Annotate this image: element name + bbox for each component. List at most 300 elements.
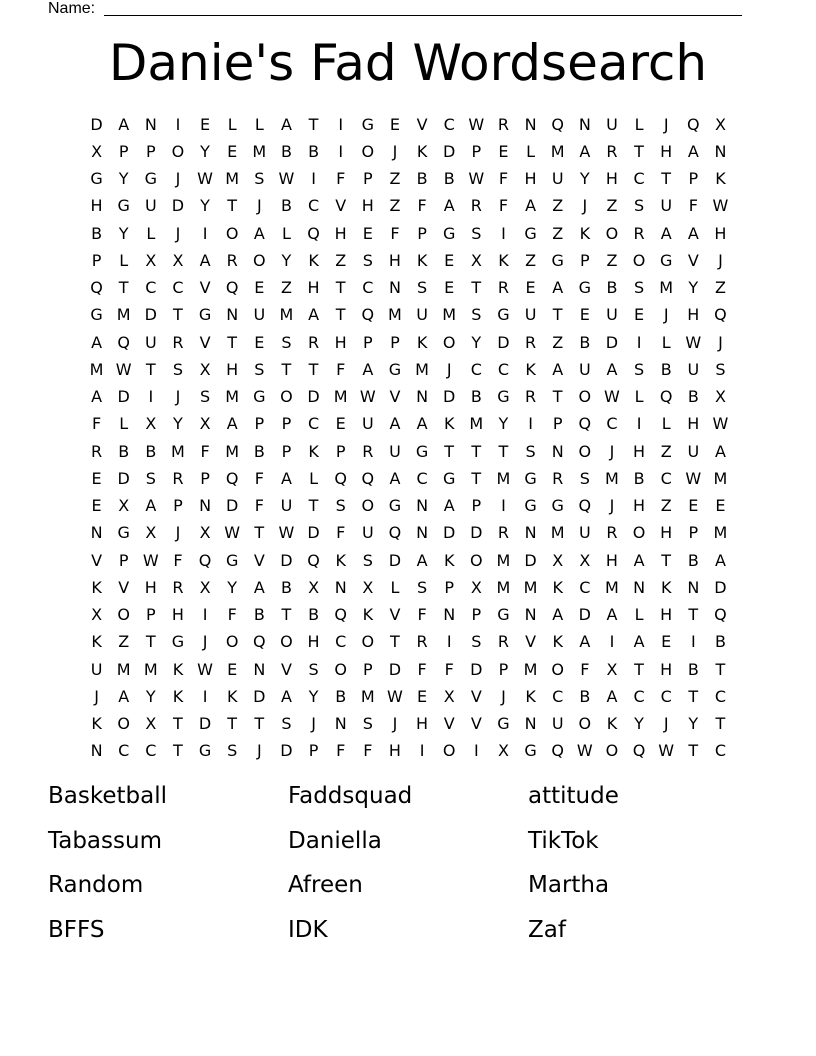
grid-letter: T xyxy=(308,359,319,379)
grid-letter: T xyxy=(715,659,726,679)
grid-letter: A xyxy=(552,359,564,379)
grid-letter: S xyxy=(525,441,536,461)
grid-letter: P xyxy=(200,468,210,488)
grid-letter: C xyxy=(606,414,618,434)
grid-letter: B xyxy=(308,141,320,161)
grid-letter: D xyxy=(226,496,239,516)
grid-letter: G xyxy=(90,169,103,189)
grid-letter: T xyxy=(661,169,672,189)
grid-letter: J xyxy=(609,441,615,461)
grid-letter: B xyxy=(416,169,428,189)
grid-letter: C xyxy=(714,741,727,761)
grid-letter: M xyxy=(360,686,375,706)
grid-letter: J xyxy=(175,523,181,543)
grid-letter: R xyxy=(172,468,184,488)
grid-letter: K xyxy=(715,169,726,189)
grid-letter: C xyxy=(307,196,320,216)
grid-letter: N xyxy=(714,141,727,161)
grid-letter: W xyxy=(278,169,295,189)
grid-letter: P xyxy=(552,414,563,434)
grid-letter: F xyxy=(336,741,346,761)
grid-letter: K xyxy=(308,250,319,270)
grid-letter: H xyxy=(660,605,673,625)
word-list-item: Basketball xyxy=(48,783,167,809)
grid-letter: X xyxy=(579,550,591,570)
grid-letter: U xyxy=(416,305,428,325)
grid-letter: F xyxy=(417,196,427,216)
grid-letter: N xyxy=(416,387,429,407)
grid-letter: I xyxy=(175,114,181,134)
grid-letter: F xyxy=(227,605,237,625)
grid-letter: J xyxy=(175,169,181,189)
grid-letter: W xyxy=(197,659,213,679)
grid-letter: C xyxy=(714,686,727,706)
grid-letter: T xyxy=(308,496,319,516)
grid-letter: X xyxy=(552,550,564,570)
grid-letter: I xyxy=(419,741,425,761)
grid-letter: A xyxy=(118,114,130,134)
grid-letter: Q xyxy=(578,414,592,434)
grid-letter: R xyxy=(497,523,509,543)
grid-letter: E xyxy=(254,278,265,298)
grid-letter: M xyxy=(713,523,728,543)
grid-letter: T xyxy=(254,523,265,543)
grid-letter: T xyxy=(227,714,238,734)
grid-letter: D xyxy=(90,114,103,134)
grid-letter: X xyxy=(199,523,211,543)
grid-letter: J xyxy=(311,714,316,734)
grid-letter: K xyxy=(525,686,536,706)
grid-letter: A xyxy=(606,359,618,379)
grid-letter: Z xyxy=(606,250,618,270)
grid-letter: U xyxy=(361,523,374,543)
grid-letter: F xyxy=(363,741,373,761)
grid-letter: A xyxy=(687,141,699,161)
grid-letter: C xyxy=(307,414,320,434)
grid-letter: P xyxy=(308,741,319,761)
grid-letter: B xyxy=(91,223,103,243)
grid-letter: T xyxy=(227,196,238,216)
grid-letter: A xyxy=(118,686,130,706)
grid-letter: F xyxy=(688,196,698,216)
grid-letter: E xyxy=(498,141,509,161)
grid-letter: A xyxy=(552,278,564,298)
grid-letter: Q xyxy=(714,605,727,625)
grid-letter: T xyxy=(498,441,509,461)
grid-letter: T xyxy=(634,659,644,679)
grid-letter: S xyxy=(145,468,156,488)
grid-letter: Y xyxy=(308,686,319,706)
grid-letter: G xyxy=(90,305,103,325)
grid-letter: M xyxy=(415,359,429,379)
grid-letter: M xyxy=(442,305,457,325)
grid-letter: A xyxy=(253,577,265,597)
grid-letter: C xyxy=(579,577,591,597)
grid-letter: N xyxy=(199,496,212,516)
grid-letter: R xyxy=(226,250,238,270)
grid-letter: H xyxy=(361,196,374,216)
grid-letter: N xyxy=(551,441,564,461)
grid-letter: K xyxy=(416,250,428,270)
grid-letter: A xyxy=(687,223,699,243)
grid-letter: P xyxy=(444,577,455,597)
grid-letter: X xyxy=(362,577,374,597)
grid-letter: N xyxy=(90,523,103,543)
grid-letter: H xyxy=(605,550,618,570)
grid-letter: R xyxy=(606,523,618,543)
grid-letter: C xyxy=(660,468,672,488)
grid-letter: A xyxy=(199,250,211,270)
grid-letter: O xyxy=(361,141,375,161)
grid-letter: W xyxy=(685,332,702,352)
grid-letter: S xyxy=(281,714,292,734)
grid-letter: H xyxy=(714,223,727,243)
grid-letter: C xyxy=(145,278,157,298)
grid-letter: I xyxy=(501,223,506,243)
grid-letter: U xyxy=(578,359,591,379)
grid-letter: F xyxy=(444,659,454,679)
grid-letter: U xyxy=(361,414,374,434)
grid-letter: T xyxy=(308,114,319,134)
grid-letter: R xyxy=(633,223,645,243)
word-list-item: TikTok xyxy=(528,827,599,854)
grid-letter: P xyxy=(417,223,427,243)
grid-letter: V xyxy=(389,605,401,625)
grid-letter: J xyxy=(175,387,181,407)
grid-letter: W xyxy=(468,114,485,134)
grid-letter: G xyxy=(442,223,456,243)
grid-letter: B xyxy=(253,605,265,625)
grid-letter: G xyxy=(524,741,537,761)
grid-letter: O xyxy=(225,632,239,652)
grid-letter: G xyxy=(171,632,185,652)
grid-letter: U xyxy=(389,441,401,461)
grid-letter: W xyxy=(224,523,241,543)
grid-letter: E xyxy=(417,686,428,706)
grid-letter: Y xyxy=(200,141,210,161)
grid-letter: O xyxy=(253,250,266,270)
grid-letter: G xyxy=(524,223,537,243)
grid-letter: A xyxy=(606,605,618,625)
grid-letter: U xyxy=(144,332,157,352)
grid-letter: T xyxy=(634,141,644,161)
grid-letter: T xyxy=(688,686,699,706)
grid-letter: O xyxy=(605,741,619,761)
grid-letter: E xyxy=(389,114,400,134)
grid-letter: K xyxy=(91,632,102,652)
grid-letter: T xyxy=(173,305,183,325)
grid-letter: Z xyxy=(335,250,347,270)
grid-letter: M xyxy=(225,169,240,189)
grid-letter: Z xyxy=(552,223,564,243)
grid-letter: L xyxy=(526,141,536,161)
grid-letter: C xyxy=(633,686,645,706)
grid-letter: X xyxy=(145,714,157,734)
grid-letter: X xyxy=(145,523,157,543)
grid-letter: E xyxy=(335,414,346,434)
grid-letter: G xyxy=(117,196,130,216)
grid-letter: J xyxy=(718,332,723,352)
grid-letter: U xyxy=(551,714,564,734)
grid-letter: K xyxy=(443,550,455,570)
grid-letter: V xyxy=(470,714,482,734)
grid-letter: K xyxy=(362,605,374,625)
grid-letter: L xyxy=(146,223,156,243)
grid-letter: C xyxy=(362,278,374,298)
grid-letter: E xyxy=(525,278,536,298)
grid-letter: Q xyxy=(225,278,239,298)
grid-letter: U xyxy=(660,196,673,216)
grid-letter: L xyxy=(119,250,129,270)
grid-letter: M xyxy=(225,441,240,461)
grid-letter: L xyxy=(634,114,644,134)
grid-letter: Q xyxy=(659,387,673,407)
grid-letter: O xyxy=(117,714,130,734)
grid-letter: N xyxy=(253,659,266,679)
grid-letter: G xyxy=(659,250,673,270)
grid-letter: S xyxy=(308,659,319,679)
grid-letter: Q xyxy=(117,332,130,352)
grid-letter: T xyxy=(688,605,699,625)
grid-letter: H xyxy=(633,441,646,461)
grid-letter: X xyxy=(118,496,130,516)
grid-letter: Q xyxy=(388,523,402,543)
grid-letter: O xyxy=(117,605,130,625)
grid-letter: D xyxy=(388,659,402,679)
grid-letter: X xyxy=(308,577,320,597)
grid-letter: A xyxy=(633,632,645,652)
grid-letter: A xyxy=(525,196,537,216)
grid-letter: W xyxy=(359,387,376,407)
grid-letter: A xyxy=(389,414,401,434)
grid-letter: H xyxy=(226,359,239,379)
grid-letter: W xyxy=(468,169,485,189)
grid-letter: E xyxy=(91,468,102,488)
grid-letter: T xyxy=(552,305,563,325)
grid-letter: S xyxy=(362,714,373,734)
grid-letter: S xyxy=(199,387,211,407)
grid-letter: C xyxy=(470,359,482,379)
grid-letter: S xyxy=(335,496,346,516)
grid-letter: D xyxy=(524,550,537,570)
grid-letter: R xyxy=(525,332,537,352)
grid-letter: A xyxy=(579,632,591,652)
grid-letter: T xyxy=(661,550,672,570)
grid-letter: T xyxy=(552,387,563,407)
grid-letter: G xyxy=(225,550,239,570)
grid-letter: V xyxy=(280,659,292,679)
grid-letter: R xyxy=(497,114,509,134)
grid-letter: T xyxy=(335,278,346,298)
grid-letter: M xyxy=(225,387,240,407)
grid-letter: O xyxy=(361,496,375,516)
grid-letter: P xyxy=(471,605,482,625)
grid-letter: Z xyxy=(389,196,401,216)
grid-letter: U xyxy=(687,441,700,461)
grid-letter: G xyxy=(524,468,537,488)
grid-letter: H xyxy=(307,278,320,298)
grid-letter: M xyxy=(496,550,511,570)
grid-letter: A xyxy=(362,359,374,379)
grid-letter: S xyxy=(172,359,184,379)
grid-letter: T xyxy=(471,468,482,488)
grid-letter: X xyxy=(199,359,211,379)
grid-letter: K xyxy=(552,632,563,652)
grid-letter: S xyxy=(715,359,726,379)
grid-letter: E xyxy=(227,141,238,161)
grid-letter: K xyxy=(660,577,672,597)
grid-letter: X xyxy=(497,741,509,761)
grid-letter: P xyxy=(362,332,373,352)
name-label: Name: xyxy=(48,0,96,17)
grid-letter: K xyxy=(226,686,238,706)
grid-letter: R xyxy=(172,577,184,597)
grid-letter: G xyxy=(361,114,375,134)
grid-letter: X xyxy=(199,577,211,597)
grid-letter: R xyxy=(91,441,103,461)
grid-letter: F xyxy=(91,414,102,434)
grid-letter: Q xyxy=(90,278,103,298)
grid-letter: G xyxy=(578,278,592,298)
grid-letter: A xyxy=(91,332,103,352)
grid-letter: S xyxy=(471,223,482,243)
grid-letter: J xyxy=(609,496,615,516)
grid-letter: N xyxy=(687,577,700,597)
grid-letter: E xyxy=(91,496,102,516)
grid-letter: I xyxy=(148,387,154,407)
grid-letter: Y xyxy=(145,686,156,706)
grid-letter: H xyxy=(388,741,401,761)
grid-letter: P xyxy=(145,141,156,161)
grid-letter: O xyxy=(225,223,239,243)
grid-letter: Q xyxy=(551,741,564,761)
grid-letter: Y xyxy=(118,169,129,189)
grid-letter: H xyxy=(660,659,673,679)
grid-letter: O xyxy=(280,387,293,407)
grid-letter: H xyxy=(90,196,103,216)
grid-letter: M xyxy=(116,659,131,679)
grid-letter: N xyxy=(524,605,537,625)
grid-letter: B xyxy=(687,387,699,407)
grid-letter: J xyxy=(175,223,181,243)
grid-letter: G xyxy=(524,496,537,516)
grid-letter: K xyxy=(606,714,618,734)
grid-letter: S xyxy=(362,550,373,570)
grid-letter: P xyxy=(118,141,129,161)
grid-letter: B xyxy=(579,686,591,706)
word-list-item: BFFS xyxy=(48,916,105,943)
grid-letter: Y xyxy=(498,414,509,434)
grid-letter: S xyxy=(471,305,482,325)
page-title: Danie's Fad Wordsearch xyxy=(108,34,708,92)
grid-letter: Q xyxy=(578,496,592,516)
name-blank-line xyxy=(104,15,742,16)
grid-letter: J xyxy=(392,141,398,161)
grid-letter: E xyxy=(661,632,672,652)
grid-letter: C xyxy=(497,359,510,379)
grid-letter: Q xyxy=(361,305,375,325)
grid-letter: D xyxy=(253,686,266,706)
grid-letter: H xyxy=(660,523,673,543)
grid-letter: F xyxy=(254,468,264,488)
grid-letter: Z xyxy=(552,332,564,352)
grid-letter: W xyxy=(576,741,593,761)
grid-letter: B xyxy=(579,332,591,352)
grid-letter: I xyxy=(636,332,642,352)
grid-letter: L xyxy=(390,577,400,597)
grid-letter: H xyxy=(660,141,673,161)
grid-letter: R xyxy=(497,632,509,652)
grid-letter: M xyxy=(605,468,619,488)
grid-letter: M xyxy=(605,577,619,597)
grid-letter: U xyxy=(280,496,293,516)
grid-letter: U xyxy=(606,114,618,134)
grid-letter: N xyxy=(144,114,157,134)
grid-letter: B xyxy=(145,441,157,461)
grid-letter: Z xyxy=(714,278,726,298)
grid-letter: R xyxy=(308,332,320,352)
grid-letter: F xyxy=(200,441,210,461)
grid-letter: L xyxy=(634,605,644,625)
grid-letter: K xyxy=(172,686,184,706)
grid-letter: Q xyxy=(334,605,347,625)
grid-letter: M xyxy=(116,305,131,325)
grid-letter: R xyxy=(470,196,482,216)
grid-letter: D xyxy=(605,332,619,352)
grid-letter: V xyxy=(443,714,455,734)
grid-letter: X xyxy=(470,577,482,597)
grid-letter: V xyxy=(416,114,428,134)
grid-letter: V xyxy=(199,332,211,352)
grid-letter: I xyxy=(446,632,452,652)
grid-letter: K xyxy=(91,714,102,734)
grid-letter: A xyxy=(416,550,428,570)
grid-letter: N xyxy=(90,741,103,761)
grid-letter: I xyxy=(202,605,208,625)
grid-letter: S xyxy=(416,577,428,597)
grid-letter: P xyxy=(173,496,183,516)
grid-letter: J xyxy=(718,250,723,270)
grid-letter: D xyxy=(117,468,130,488)
grid-letter: V xyxy=(687,250,699,270)
word-list-item: Martha xyxy=(528,872,610,898)
grid-letter: T xyxy=(118,278,129,298)
grid-letter: S xyxy=(227,741,238,761)
grid-letter: B xyxy=(470,387,482,407)
grid-letter: H xyxy=(171,605,184,625)
grid-letter: O xyxy=(632,523,646,543)
grid-letter: H xyxy=(307,632,320,652)
grid-letter: C xyxy=(416,468,428,488)
grid-letter: E xyxy=(227,659,238,679)
grid-letter: I xyxy=(528,414,533,434)
grid-letter: P xyxy=(145,605,156,625)
grid-letter: P xyxy=(91,250,102,270)
grid-letter: J xyxy=(663,714,669,734)
grid-letter: A xyxy=(280,468,292,488)
grid-letter: G xyxy=(497,714,510,734)
grid-letter: K xyxy=(335,550,346,570)
grid-letter: O xyxy=(280,632,293,652)
grid-letter: E xyxy=(200,114,211,134)
grid-letter: M xyxy=(252,141,267,161)
grid-letter: C xyxy=(172,278,184,298)
grid-letter: H xyxy=(687,305,700,325)
grid-letter: S xyxy=(416,278,428,298)
grid-letter: C xyxy=(335,632,347,652)
grid-letter: F xyxy=(580,659,590,679)
grid-letter: Q xyxy=(307,550,320,570)
